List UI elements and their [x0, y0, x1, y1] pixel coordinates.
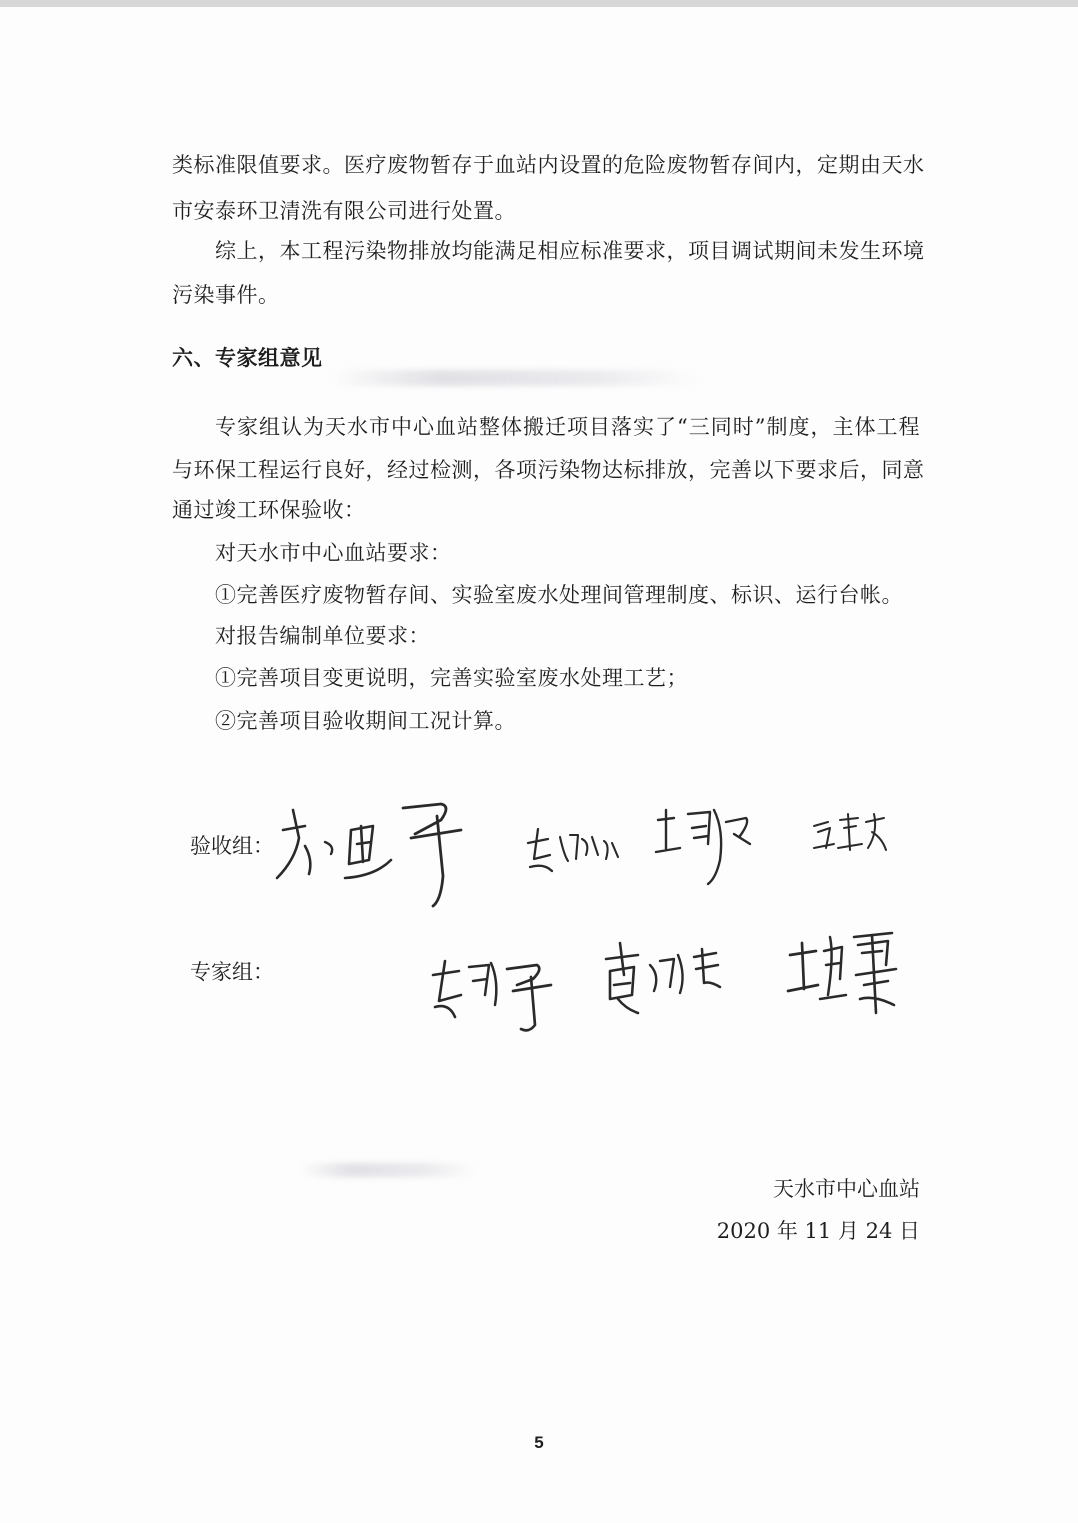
expert-opinion-line-3: 通过竣工环保验收： [172, 498, 366, 522]
document-date: 2020 年 11 月 24 日 [716, 1219, 920, 1243]
section-heading: 六、专家组意见 [172, 345, 323, 370]
organization-name: 天水市中心血站 [773, 1177, 920, 1201]
paragraph-1-line-1: 类标准限值要求。医疗废物暂存于血站内设置的危险废物暂存间内，定期由天水 [172, 153, 925, 177]
scan-bleed-mark [300, 1163, 475, 1177]
paragraph-1-line-2: 市安泰环卫清洗有限公司进行处置。 [172, 199, 516, 223]
station-requirement-item: ①完善医疗废物暂存间、实验室废水处理间管理制度、标识、运行台帐。 [215, 583, 903, 607]
acceptance-signature-1 [265, 790, 485, 910]
scan-bleed-mark [330, 370, 700, 386]
expert-group-label: 专家组： [190, 960, 274, 984]
scan-top-edge [0, 0, 1078, 7]
paragraph-2-line-2: 污染事件。 [172, 283, 280, 307]
page-number: 5 [534, 1433, 544, 1452]
document-page [0, 7, 1078, 1523]
acceptance-signature-4 [808, 808, 893, 863]
report-requirements-title: 对报告编制单位要求： [215, 624, 430, 648]
paragraph-2-line-1: 综上，本工程污染物排放均能满足相应标准要求，项目调试期间未发生环境 [215, 239, 925, 263]
acceptance-group-label: 验收组： [190, 834, 274, 858]
expert-signature-3 [782, 925, 907, 1020]
expert-opinion-line-1: 专家组认为天水市中心血站整体搬迁项目落实了“三同时”制度，主体工程 [215, 415, 920, 439]
report-requirement-item: ②完善项目验收期间工况计算。 [215, 709, 516, 733]
expert-signature-1 [425, 945, 565, 1035]
expert-signature-2 [598, 935, 733, 1020]
report-requirement-item: ①完善项目变更说明，完善实验室废水处理工艺； [215, 666, 688, 690]
acceptance-signature-3 [650, 800, 765, 890]
station-requirements-title: 对天水市中心血站要求： [215, 541, 452, 565]
acceptance-signature-2 [520, 815, 630, 885]
expert-opinion-line-2: 与环保工程运行良好，经过检测，各项污染物达标排放，完善以下要求后，同意 [172, 458, 925, 482]
